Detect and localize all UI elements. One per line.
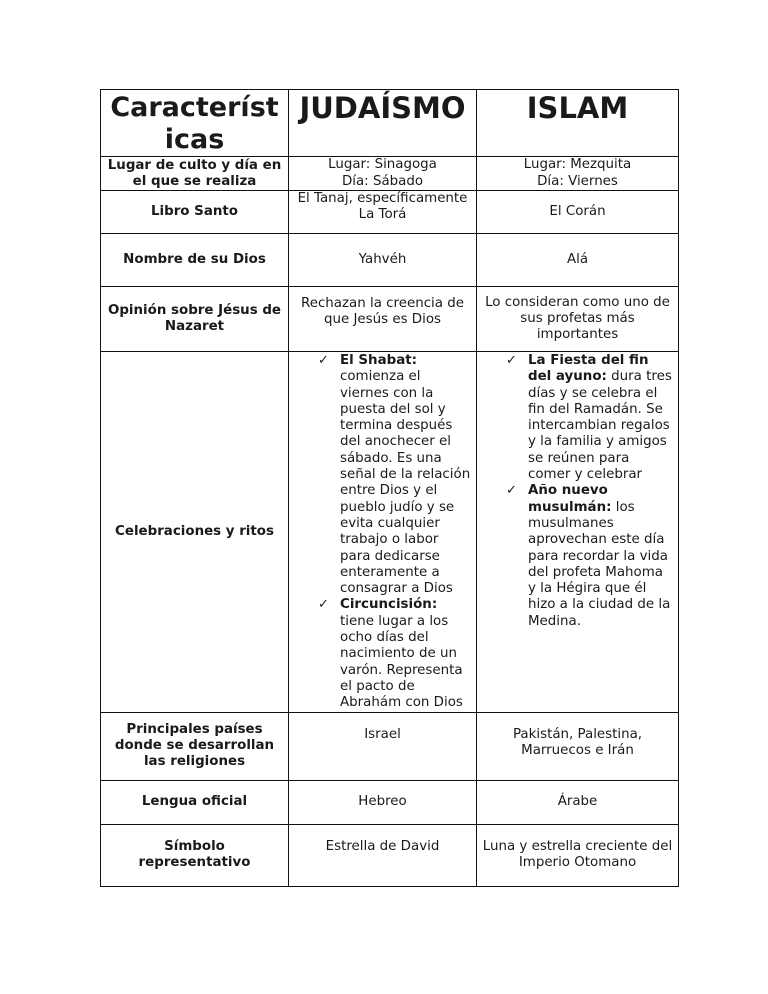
table-row xyxy=(101,712,679,780)
cell-judaismo: Israel xyxy=(289,712,477,780)
table-row xyxy=(101,191,679,234)
header-islam: ISLAM xyxy=(477,90,679,157)
list-item xyxy=(506,353,675,483)
cell-islam xyxy=(477,157,679,191)
checkmark-icon: ✓ xyxy=(318,597,329,613)
header-row xyxy=(101,90,679,157)
row-label: Símbolo representativo xyxy=(101,824,289,886)
cell-line: Lugar: Mezquita xyxy=(523,157,632,173)
cell-judaismo: El Tanaj, específicamente La Torá xyxy=(289,191,477,234)
cell-line: Lugar: Sinagoga xyxy=(328,157,437,173)
cell-islam: Luna y estrella creciente del Imperio Otomano xyxy=(477,824,679,886)
item-title: Circuncisión: xyxy=(340,597,438,613)
header-judaismo: JUDAÍSMO xyxy=(289,90,477,157)
table-row xyxy=(101,780,679,824)
cell-islam: Árabe xyxy=(477,780,679,824)
table-row xyxy=(101,824,679,886)
row-label: Libro Santo xyxy=(101,191,289,234)
item-title: El Shabat: xyxy=(340,353,417,368)
cell-islam: Lo consideran como uno de sus profetas más importantes xyxy=(477,287,679,352)
table-row xyxy=(101,287,679,352)
celebrations-list xyxy=(480,353,675,630)
table-row xyxy=(101,234,679,287)
celebrations-list xyxy=(292,353,473,712)
row-label: Lugar de culto y día en el que se realiza xyxy=(101,157,289,191)
item-text: tiene lugar a los ocho días del nacimiento de un varón. Representa el pacto de Abrahám con Dios xyxy=(340,613,463,711)
cell-judaismo xyxy=(289,352,477,713)
row-label: Nombre de su Dios xyxy=(101,234,289,287)
checkmark-icon: ✓ xyxy=(506,353,517,368)
cell-islam: Alá xyxy=(477,234,679,287)
item-title: Año nuevo musulmán: xyxy=(528,483,612,515)
comparison-table xyxy=(100,89,679,887)
list-item xyxy=(318,597,473,711)
cell-line: Día: Viernes xyxy=(537,173,618,189)
item-text: los musulmanes aprovechan este día para recordar la vida del profeta Mahoma y la Hégira que él hizo a la ciudad de la Medina. xyxy=(528,499,671,629)
list-item xyxy=(318,353,473,597)
cell-line: Día: Sábado xyxy=(341,173,424,189)
item-text: comienza el viernes con la puesta del sol y termina después del anochecer el sábado. Es una señal de la relación entre Dios y el pueblo judío y se evita cualquier trabajo o labor para dedicarse enteramente a consagrar a Dios xyxy=(340,369,471,597)
cell-judaismo: Rechazan la creencia de que Jesús es Dios xyxy=(289,287,477,352)
cell-judaismo: Yahvéh xyxy=(289,234,477,287)
row-label: Celebraciones y ritos xyxy=(101,352,289,713)
cell-judaismo xyxy=(289,157,477,191)
checkmark-icon: ✓ xyxy=(506,483,517,499)
cell-islam: Pakistán, Palestina, Marruecos e Irán xyxy=(477,712,679,780)
table-row xyxy=(101,157,679,191)
cell-judaismo: Estrella de David xyxy=(289,824,477,886)
row-label: Opinión sobre Jésus de Nazaret xyxy=(101,287,289,352)
list-item xyxy=(506,483,675,630)
table-row xyxy=(101,352,679,713)
cell-islam xyxy=(477,352,679,713)
cell-judaismo: Hebreo xyxy=(289,780,477,824)
row-label: Principales países donde se desarrollan las religiones xyxy=(101,712,289,780)
header-caracteristicas: Característ icas xyxy=(101,90,289,157)
checkmark-icon: ✓ xyxy=(318,353,329,368)
item-title: La Fiesta del fin del ayuno: xyxy=(528,353,649,385)
item-text: dura tres días y se celebra el fin del Ramadán. Se intercambian regalos y la familia y amigos se reúnen para comer y celebrar xyxy=(528,369,672,483)
cell-islam: El Corán xyxy=(477,191,679,234)
row-label: Lengua oficial xyxy=(101,780,289,824)
